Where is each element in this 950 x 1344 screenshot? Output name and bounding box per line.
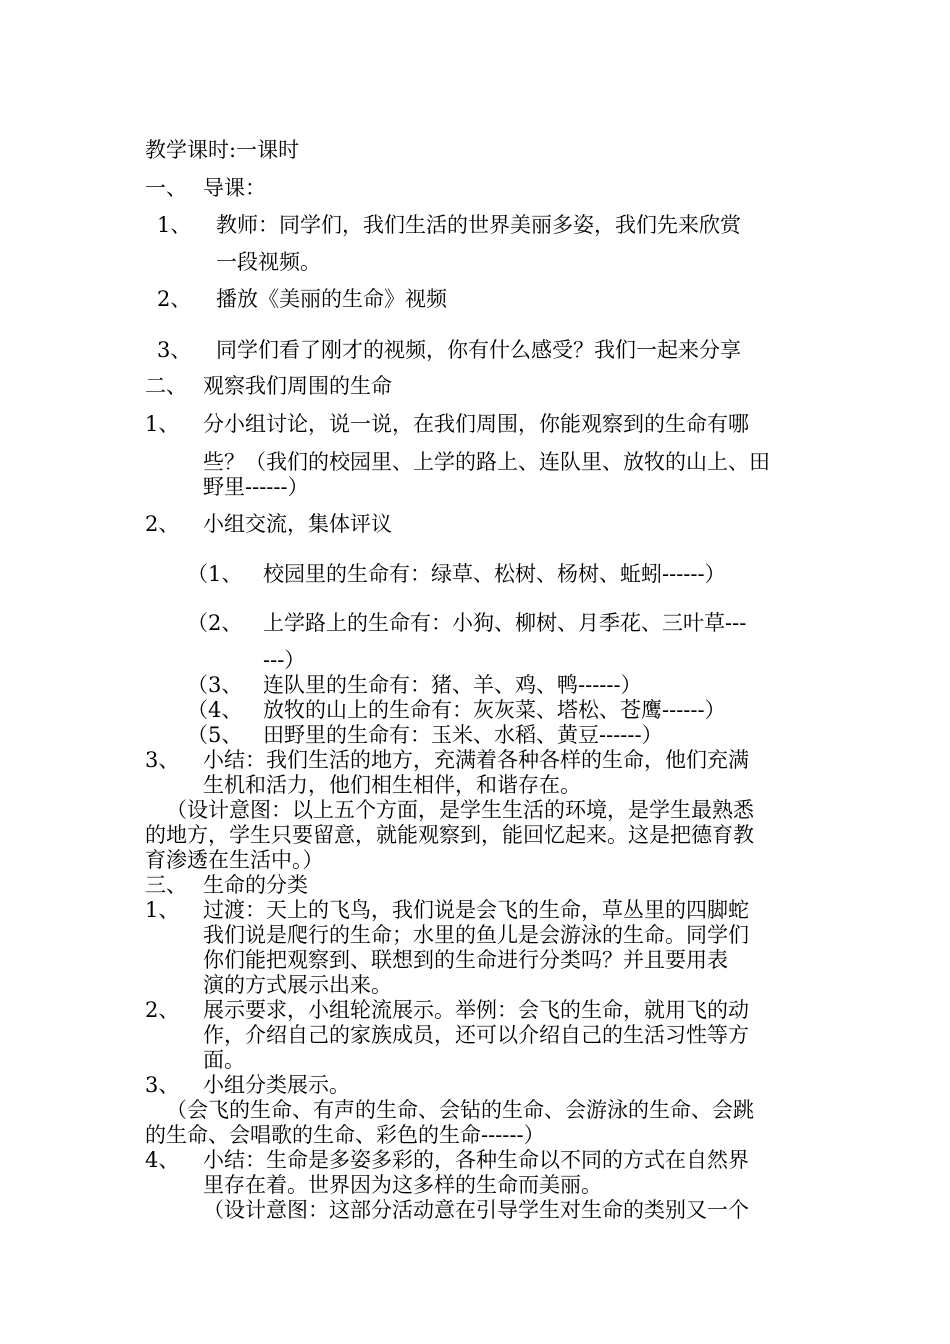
s2-item-2-number: 2、 [145,512,180,536]
s2-intent-line-2: 的地方，学生只要留意，就能观察到，能回忆起来。这是把德育教 [145,823,754,847]
s2-sub-1-number: （1、 [187,562,243,586]
s2-item-2-text: 小组交流，集体评议 [203,512,392,536]
s3-item-2-number: 2、 [145,998,180,1022]
s3-item-2-line-1: 展示要求，小组轮流展示。举例：会飞的生命，就用飞的动 [203,998,749,1022]
s2-sub-5-text: 田野里的生命有：玉米、水稻、黄豆------） [263,723,663,747]
s2-sub-2-number: （2、 [187,611,243,635]
s2-sub-4-text: 放牧的山上的生命有：灰灰菜、塔松、苍鹰------） [263,698,726,722]
s1-item-1-line-1: 教师：同学们，我们生活的世界美丽多姿，我们先来欣赏 [216,213,741,237]
s3-item-1-line-3: 你们能把观察到、联想到的生命进行分类吗？并且要用表 [203,948,728,972]
s3-examples-line-2: 的生命、会唱歌的生命、彩色的生命------） [145,1123,545,1147]
s3-item-1-line-4: 演的方式展示出来。 [203,973,392,997]
s2-sub-5-number: （5、 [187,723,243,747]
s2-sub-2-line-2: ---） [263,648,306,672]
s2-sub-3-text: 连队里的生命有：猪、羊、鸡、鸭------） [263,673,642,697]
s3-item-1-line-2: 我们说是爬行的生命；水里的鱼儿是会游泳的生命。同学们 [203,923,749,947]
lesson-time: 教学课时:一课时 [145,138,300,162]
s1-item-1-number: 1、 [157,213,192,237]
s1-item-2-line-1: 播放《美丽的生命》视频 [216,287,447,311]
s3-item-4-number: 4、 [145,1148,180,1172]
section-2-number: 二、 [145,374,187,398]
s3-item-2-line-3: 面。 [203,1048,245,1072]
s2-item-3-line-2: 生机和活力，他们相生相伴，和谐存在。 [203,773,581,797]
s3-item-4-line-2: 里存在着。世界因为这多样的生命而美丽。 [203,1173,602,1197]
s2-item-1-line-2: 些？（我们的校园里、上学的路上、连队里、放牧的山上、田 [203,450,770,474]
s3-item-3-number: 3、 [145,1073,180,1097]
s3-item-4-line-3: （设计意图：这部分活动意在引导学生对生命的类别又一个 [203,1198,749,1222]
section-3-number: 三、 [145,873,187,897]
s1-item-3-line-1: 同学们看了刚才的视频，你有什么感受？我们一起来分享 [216,338,741,362]
s3-item-1-line-1: 过渡：天上的飞鸟，我们说是会飞的生命，草丛里的四脚蛇 [203,898,749,922]
s1-item-1-line-2: 一段视频。 [216,250,321,274]
s2-sub-4-number: （4、 [187,698,243,722]
section-1-number: 一、 [145,176,187,200]
s3-item-4-line-1: 小结：生命是多姿多彩的，各种生命以不同的方式在自然界 [203,1148,749,1172]
s2-intent-line-1: （设计意图：以上五个方面，是学生生活的环境，是学生最熟悉 [166,798,754,822]
s2-sub-3-number: （3、 [187,673,243,697]
s2-sub-1-text: 校园里的生命有：绿草、松树、杨树、蚯蚓------） [263,562,726,586]
s1-item-2-number: 2、 [157,287,192,311]
s2-item-1-number: 1、 [145,412,180,436]
s2-item-1-line-1: 分小组讨论，说一说，在我们周围，你能观察到的生命有哪 [203,412,749,436]
section-3-title: 生命的分类 [203,873,308,897]
s2-intent-line-3: 育渗透在生活中。） [145,848,324,872]
s3-examples-line-1: （会飞的生命、有声的生命、会钻的生命、会游泳的生命、会跳 [166,1098,754,1122]
section-1-title: 导课： [203,176,266,200]
s1-item-3-number: 3、 [157,338,192,362]
s3-item-1-number: 1、 [145,898,180,922]
s2-sub-2-line-1: 上学路上的生命有：小狗、柳树、月季花、三叶草--- [263,611,747,635]
s3-item-3-text: 小组分类展示。 [203,1073,350,1097]
s3-item-2-line-2: 作，介绍自己的家族成员，还可以介绍自己的生活习性等方 [203,1023,749,1047]
s2-item-3-line-1: 小结：我们生活的地方，充满着各种各样的生命，他们充满 [203,748,749,772]
section-2-title: 观察我们周围的生命 [203,374,392,398]
s2-item-3-number: 3、 [145,748,180,772]
s2-item-1-line-3: 野里------） [203,475,309,499]
